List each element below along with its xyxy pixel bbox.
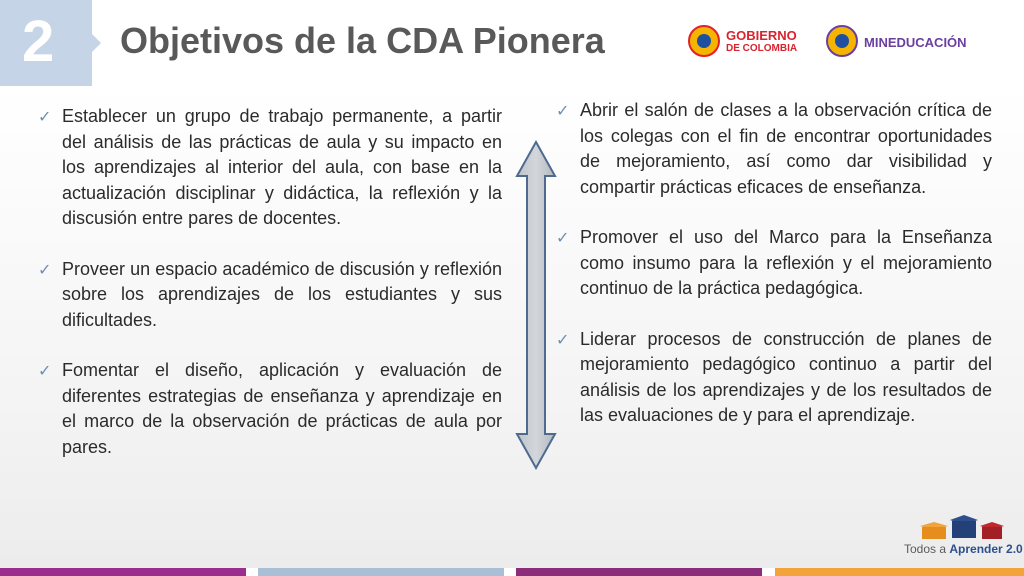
gobierno-line1: GOBIERNO (726, 28, 797, 43)
mineducacion-logo (826, 25, 996, 61)
checkmark-icon: ✓ (38, 259, 52, 279)
mineducacion-label: MINEDUCACIÓN (864, 35, 967, 50)
todos-a-aprender-logo (904, 512, 1023, 562)
coat-of-arms-icon (688, 25, 720, 57)
coat-of-arms-icon (826, 25, 858, 57)
section-number: 2 (22, 9, 55, 74)
gobierno-logo (688, 25, 818, 61)
page-title: Objetivos de la CDA Pionera (120, 20, 605, 61)
list-item (38, 358, 502, 460)
footer-stripe-orange (775, 568, 1024, 576)
section-number-box (0, 0, 92, 86)
header (0, 0, 1024, 86)
footer-stripe-plum (516, 568, 762, 576)
footer-stripe-lightblue (258, 568, 504, 576)
list-item-text: Establecer un grupo de trabajo permanente, a partir del análisis de las prácticas de aula y su impacto en los aprendizajes al interior del aula, con base en la actualización disciplinar y didáctica, la reflexión y la discusión entre pares de docentes. (62, 106, 502, 228)
list-item (38, 104, 502, 232)
list-item (556, 327, 992, 429)
list-item-text: Abrir el salón de clases a la observación crítica de los colegas con el fin de encontrar oportunidades de mejoramiento, así como dar visibilidad y compartir prácticas eficaces de enseñanza. (580, 100, 992, 197)
list-item (38, 257, 502, 334)
double-arrow-icon (515, 140, 557, 470)
books-icon (916, 512, 1008, 542)
footer-aprender: Aprender 2.0 (949, 542, 1023, 556)
checkmark-icon: ✓ (38, 107, 52, 126)
footer-todos-a: Todos a (904, 542, 950, 556)
list-item-text: Liderar procesos de construcción de planes de mejoramiento pedagógico continuo a partir del análisis de los aprendizajes y de los resultados de las evaluaciones de y para el aprendizaje. (580, 328, 992, 425)
list-item-text: Fomentar el diseño, aplicación y evaluación de diferentes estrategias de enseñanza y aprendizaje en el marco de la observación de prácticas de aula por pares. (62, 360, 502, 457)
list-item (556, 98, 992, 200)
right-objectives-list (556, 98, 992, 454)
list-item-text: Proveer un espacio académico de discusión y reflexión sobre los aprendizajes de los estudiantes y sus dificultades. (62, 258, 502, 330)
checkmark-icon: ✓ (556, 101, 570, 120)
checkmark-icon: ✓ (556, 329, 570, 349)
chevron-right-icon (92, 34, 101, 52)
gobierno-line2: DE COLOMBIA (726, 43, 798, 54)
list-item-text: Promover el uso del Marco para la Enseñanza como insumo para la reflexión y el mejoramiento continuo de la práctica pedagógica. (580, 227, 992, 298)
list-item (556, 225, 992, 302)
footer-stripe-purple (0, 568, 246, 576)
checkmark-icon: ✓ (556, 228, 570, 247)
footer-logo-text (904, 542, 1023, 556)
checkmark-icon: ✓ (38, 361, 52, 380)
left-objectives-list (38, 104, 502, 485)
